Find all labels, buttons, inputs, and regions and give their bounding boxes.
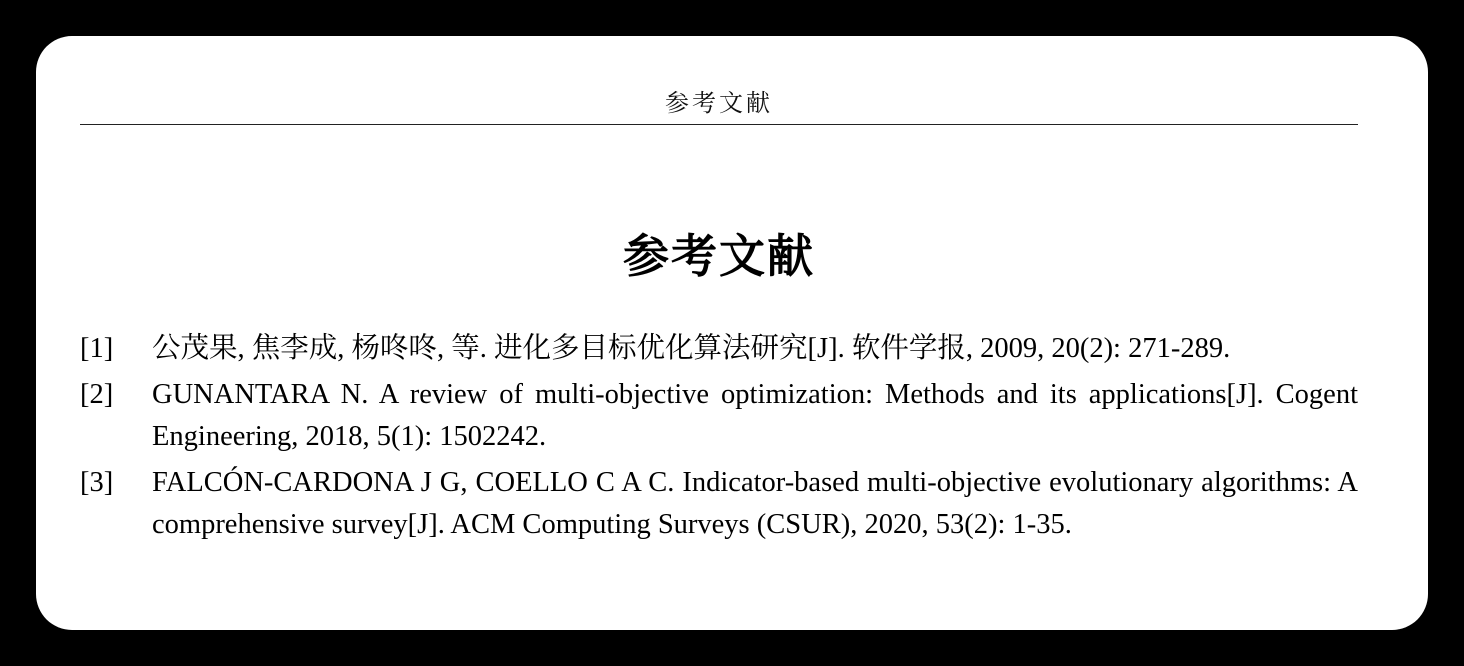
reference-text: FALCÓN-CARDONA J G, COELLO C A C. Indicator-based multi-objective evolutionary algorithms: A comprehensive survey[J]. ACM Computing Surveys (CSUR), 2020, 53(2): 1-35.: [152, 467, 1358, 540]
reference-text: 公茂果, 焦李成, 杨咚咚, 等. 进化多目标优化算法研究[J]. 软件学报, 2009, 20(2): 271-289.: [152, 333, 1231, 364]
reference-list: [80, 328, 1358, 550]
header-rule: [80, 124, 1358, 125]
reference-number: [1]: [80, 333, 114, 364]
reference-item: [80, 462, 1358, 546]
reference-number: [2]: [80, 379, 114, 410]
reference-item: [80, 374, 1358, 458]
reference-text: GUNANTARA N. A review of multi-objective optimization: Methods and its applications[J]. Cogent Engineering, 2018, 5(1): 1502242.: [152, 379, 1358, 452]
reference-number: [3]: [80, 467, 114, 498]
running-header: 参考文献: [665, 89, 773, 117]
reference-item: [80, 328, 1358, 370]
document-page: [36, 36, 1428, 630]
section-title: 参考文献: [623, 229, 815, 283]
